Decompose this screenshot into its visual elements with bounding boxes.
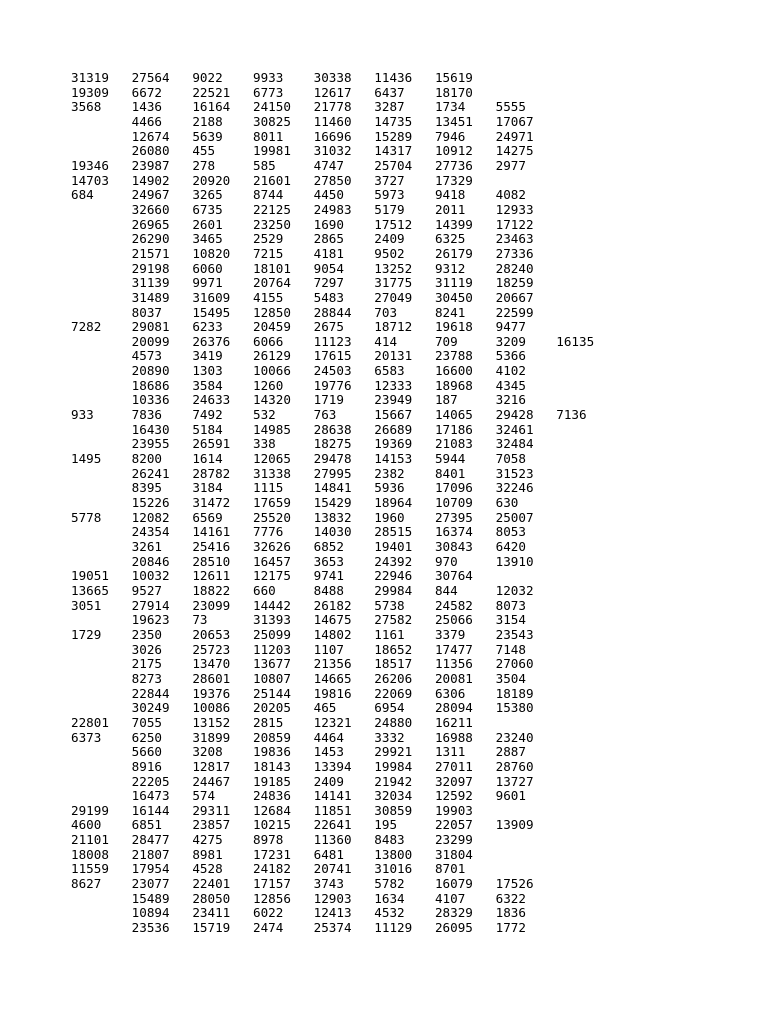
text-line: 19623 73 31393 14675 27582 25066 3154 [71, 612, 526, 628]
text-line: 31489 31609 4155 5483 27049 30450 20667 [71, 289, 534, 305]
text-line: 16473 574 24836 14141 32034 12592 9601 [71, 788, 526, 804]
text-line: 12674 5639 8011 16696 15289 7946 24971 [71, 128, 534, 144]
text-line: 19051 10032 12611 12175 9741 22946 30764 [71, 568, 473, 584]
text-line: 22844 19376 25144 19816 22069 6306 18189 [71, 685, 534, 701]
text-line: 684 24967 3265 8744 4450 5973 9418 4082 [71, 187, 526, 203]
text-line: 8627 23077 22401 17157 3743 5782 16079 17526 [71, 876, 534, 892]
text-line: 15489 28050 12856 12903 1634 4107 6322 [71, 890, 526, 906]
text-line: 23536 15719 2474 25374 11129 26095 1772 [71, 920, 526, 936]
text-line: 4466 2188 30825 11460 14735 13451 17067 [71, 113, 534, 129]
text-line: 22205 24467 19185 2409 21942 32097 13727 [71, 773, 534, 789]
text-line: 4600 6851 23857 10215 22641 195 22057 13909 [71, 817, 534, 833]
text-line: 8395 3184 1115 14841 5936 17096 32246 [71, 480, 534, 496]
text-line: 14703 14902 20920 21601 27850 3727 17329 [71, 172, 473, 188]
text-line: 30249 10086 20205 465 6954 28094 15380 [71, 700, 534, 716]
text-line: 21571 10820 7215 4181 9502 26179 27336 [71, 245, 534, 261]
text-line: 26080 455 19981 31032 14317 10912 14275 [71, 143, 534, 159]
text-line: 1495 8200 1614 12065 29478 14153 5944 7058 [71, 451, 526, 467]
text-line: 4573 3419 26129 17615 20131 23788 5366 [71, 348, 526, 364]
text-line: 24354 14161 7776 14030 28515 16374 8053 [71, 524, 526, 540]
text-line: 2175 13470 13677 21356 18517 11356 27060 [71, 656, 534, 672]
text-line: 1729 2350 20653 25099 14802 1161 3379 23543 [71, 626, 534, 642]
text-line: 16430 5184 14985 28638 26689 17186 32461 [71, 421, 534, 437]
text-line: 8916 12817 18143 13394 19984 27011 28760 [71, 758, 534, 774]
text-line: 29198 6060 18101 9054 13252 9312 28240 [71, 260, 534, 276]
text-line: 10894 23411 6022 12413 4532 28329 1836 [71, 905, 526, 921]
text-line: 20846 28510 16457 3653 24392 970 13910 [71, 553, 534, 569]
text-line: 31139 9971 20764 7297 31775 31119 18259 [71, 275, 534, 291]
text-line: 22801 7055 13152 2815 12321 24880 16211 [71, 714, 473, 730]
text-line: 3026 25723 11203 1107 18652 17477 7148 [71, 641, 526, 657]
text-line: 19346 23987 278 585 4747 25704 27736 2977 [71, 157, 526, 173]
text-line: 3261 25416 32626 6852 19401 30843 6420 [71, 539, 526, 554]
text-line: 13665 9527 18822 660 8488 29984 844 12032 [71, 582, 534, 598]
text-line: 15226 31472 17659 15429 18964 10709 630 [71, 495, 519, 511]
text-line: 32660 6735 22125 24983 5179 2011 12933 [71, 201, 534, 217]
text-line: 18008 21807 8981 17231 6481 13800 31804 [71, 846, 473, 862]
text-line: 7282 29081 6233 20459 2675 18712 19618 9477 [71, 319, 526, 335]
text-line: 11559 17954 4528 24182 20741 31016 8701 [71, 861, 466, 877]
text-line: 5778 12082 6569 25520 13832 1960 27395 25007 [71, 509, 534, 525]
text-line: 20890 1303 10066 24503 6583 16600 4102 [71, 363, 526, 379]
text-line: 21101 28477 4275 8978 11360 8483 23299 [71, 832, 473, 848]
text-line: 31319 27564 9022 9933 30338 11436 15619 [71, 70, 473, 85]
number-listing [71, 71, 594, 936]
text-line: 26241 28782 31338 27995 2382 8401 31523 [71, 465, 534, 481]
text-line: 8273 28601 10807 14665 26206 20081 3504 [71, 670, 526, 686]
text-line: 26965 2601 23250 1690 17512 14399 17122 [71, 216, 534, 232]
text-line: 20099 26376 6066 11123 414 709 3209 16135 [71, 333, 595, 349]
text-line: 23955 26591 338 18275 19369 21083 32484 [71, 436, 534, 452]
text-line: 19309 6672 22521 6773 12617 6437 18170 [71, 84, 473, 100]
text-line: 10336 24633 14320 1719 23949 187 3216 [71, 392, 526, 408]
text-line: 6373 6250 31899 20859 4464 3332 16988 23240 [71, 729, 534, 745]
text-line: 3568 1436 16164 24150 21778 3287 1734 5555 [71, 99, 526, 115]
text-line: 933 7836 7492 532 763 15667 14065 29428 7136 [71, 407, 587, 423]
text-line: 29199 16144 29311 12684 11851 30859 19903 [71, 802, 473, 818]
text-line: 18686 3584 1260 19776 12333 18968 4345 [71, 377, 526, 393]
text-line: 5660 3208 19836 1453 29921 1311 2887 [71, 744, 526, 760]
text-line: 3051 27914 23099 14442 26182 5738 24582 8073 [71, 597, 526, 613]
text-line: 26290 3465 2529 2865 2409 6325 23463 [71, 231, 534, 247]
text-line: 8037 15495 12850 28844 703 8241 22599 [71, 304, 534, 320]
